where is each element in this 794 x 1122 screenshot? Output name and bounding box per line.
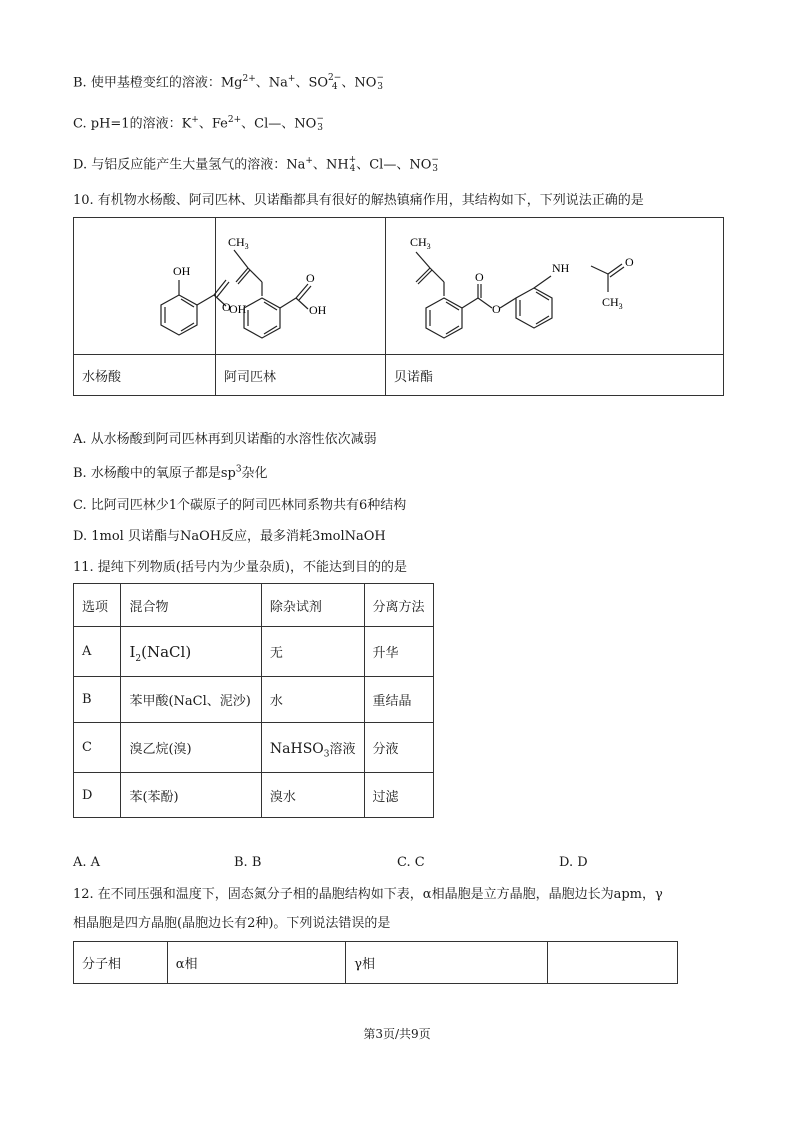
q9-option-d: D. 与铝反应能产生大量氢气的溶液：Na+、NH + 4 、Cl—、NO − 3 [73, 155, 439, 174]
table-row: B 苯甲酸(NaCl、泥沙) 水 重结晶 [74, 677, 434, 723]
name-cell-aspirin: 阿司匹林 [216, 355, 386, 396]
benorilate-structure-cell [386, 218, 724, 355]
q11-header-method: 分离方法 [364, 584, 433, 627]
svg-text:OH: OH [309, 303, 327, 317]
table-row: C 溴乙烷(溴) NaHSO$_3$溶液 分液 [74, 723, 434, 773]
table-row: A $I_2(NaCl)$ 无 升华 [74, 627, 434, 677]
svg-text:OH: OH [173, 264, 191, 278]
q12-header-phase: 分子相 [74, 942, 168, 984]
svg-text:O: O [492, 302, 501, 316]
reagent-cell: NaHSO$_3$溶液 [261, 723, 364, 773]
aspirin-structure [216, 218, 385, 354]
svg-text:O: O [625, 255, 634, 269]
q9-option-b: B. 使甲基橙变红的溶液：$Mg^{2+}$、Na+、SO 2− 4 、NO − 3 [73, 73, 384, 92]
benorilate-structure [386, 218, 723, 354]
q12-header-empty [547, 942, 677, 984]
q12-stem-line2: 相晶胞是四方晶胞(晶胞边长有2种)。下列说法错误的是 [73, 916, 391, 931]
aspirin-structure-cell [216, 218, 386, 355]
q10-option-d: D. 1mol 贝诺酯与NaOH反应，最多消耗3molNaOH [73, 529, 386, 544]
q11-answer-c: C. C [397, 855, 425, 870]
name-cell-benorilate: 贝诺酯 [386, 355, 724, 396]
q11-header-option: 选项 [74, 584, 121, 627]
q10-option-c: C. 比阿司匹林少1个碳原子的阿司匹林同系物共有6种结构 [73, 498, 407, 513]
svg-text:CH3: $CH_3$ [602, 295, 623, 311]
page-number: 第3页/共9页 [363, 1027, 431, 1041]
q10-option-b: B. 水杨酸中的氧原子都是$sp^3$杂化 [73, 464, 268, 481]
svg-text:NH: NH [552, 261, 570, 275]
q11-header-mixture: 混合物 [121, 584, 261, 627]
q11-answer-b: B. B [234, 855, 262, 870]
svg-text:O: O [306, 271, 315, 285]
svg-text:CH3: $CH_3$ [228, 235, 249, 251]
q10-option-a: A. 从水杨酸到阿司匹林再到贝诺酯的水溶性依次减弱 [73, 432, 377, 447]
q9-option-c: C. pH=1的溶液：K+、$Fe^{2+}$、Cl—、NO − 3 [73, 114, 324, 133]
q11-header-reagent: 除杂试剂 [261, 584, 364, 627]
name-cell-salicylic-acid: 水杨酸 [74, 355, 216, 396]
svg-text:OH: OH [229, 302, 247, 316]
q12-header-alpha: α相 [167, 942, 345, 984]
structure-table [73, 217, 724, 396]
q12-table [73, 941, 678, 984]
q11-answer-a: A. A [73, 855, 101, 870]
table-row: D 苯(苯酚) 溴水 过滤 [74, 773, 434, 818]
svg-text:O: O [222, 300, 231, 314]
q12-stem-line1: 12. 在不同压强和温度下，固态氮分子相的晶胞结构如下表，α相晶胞是立方晶胞，晶胞边长为apm，γ [73, 887, 663, 902]
q12-header-gamma: γ相 [346, 942, 548, 984]
svg-text:CH3: $CH_3$ [410, 235, 431, 251]
q11-table [73, 583, 434, 818]
q11-stem: 11. 提纯下列物质(括号内为少量杂质)，不能达到目的的是 [73, 560, 407, 575]
mixture-cell: $I_2(NaCl)$ [121, 627, 261, 677]
svg-text:O: O [475, 270, 484, 284]
q11-answer-d: D. D [559, 855, 588, 870]
q10-stem: 10. 有机物水杨酸、阿司匹林、贝诺酯都具有很好的解热镇痛作用，其结构如下，下列说法正确的是 [73, 193, 644, 208]
